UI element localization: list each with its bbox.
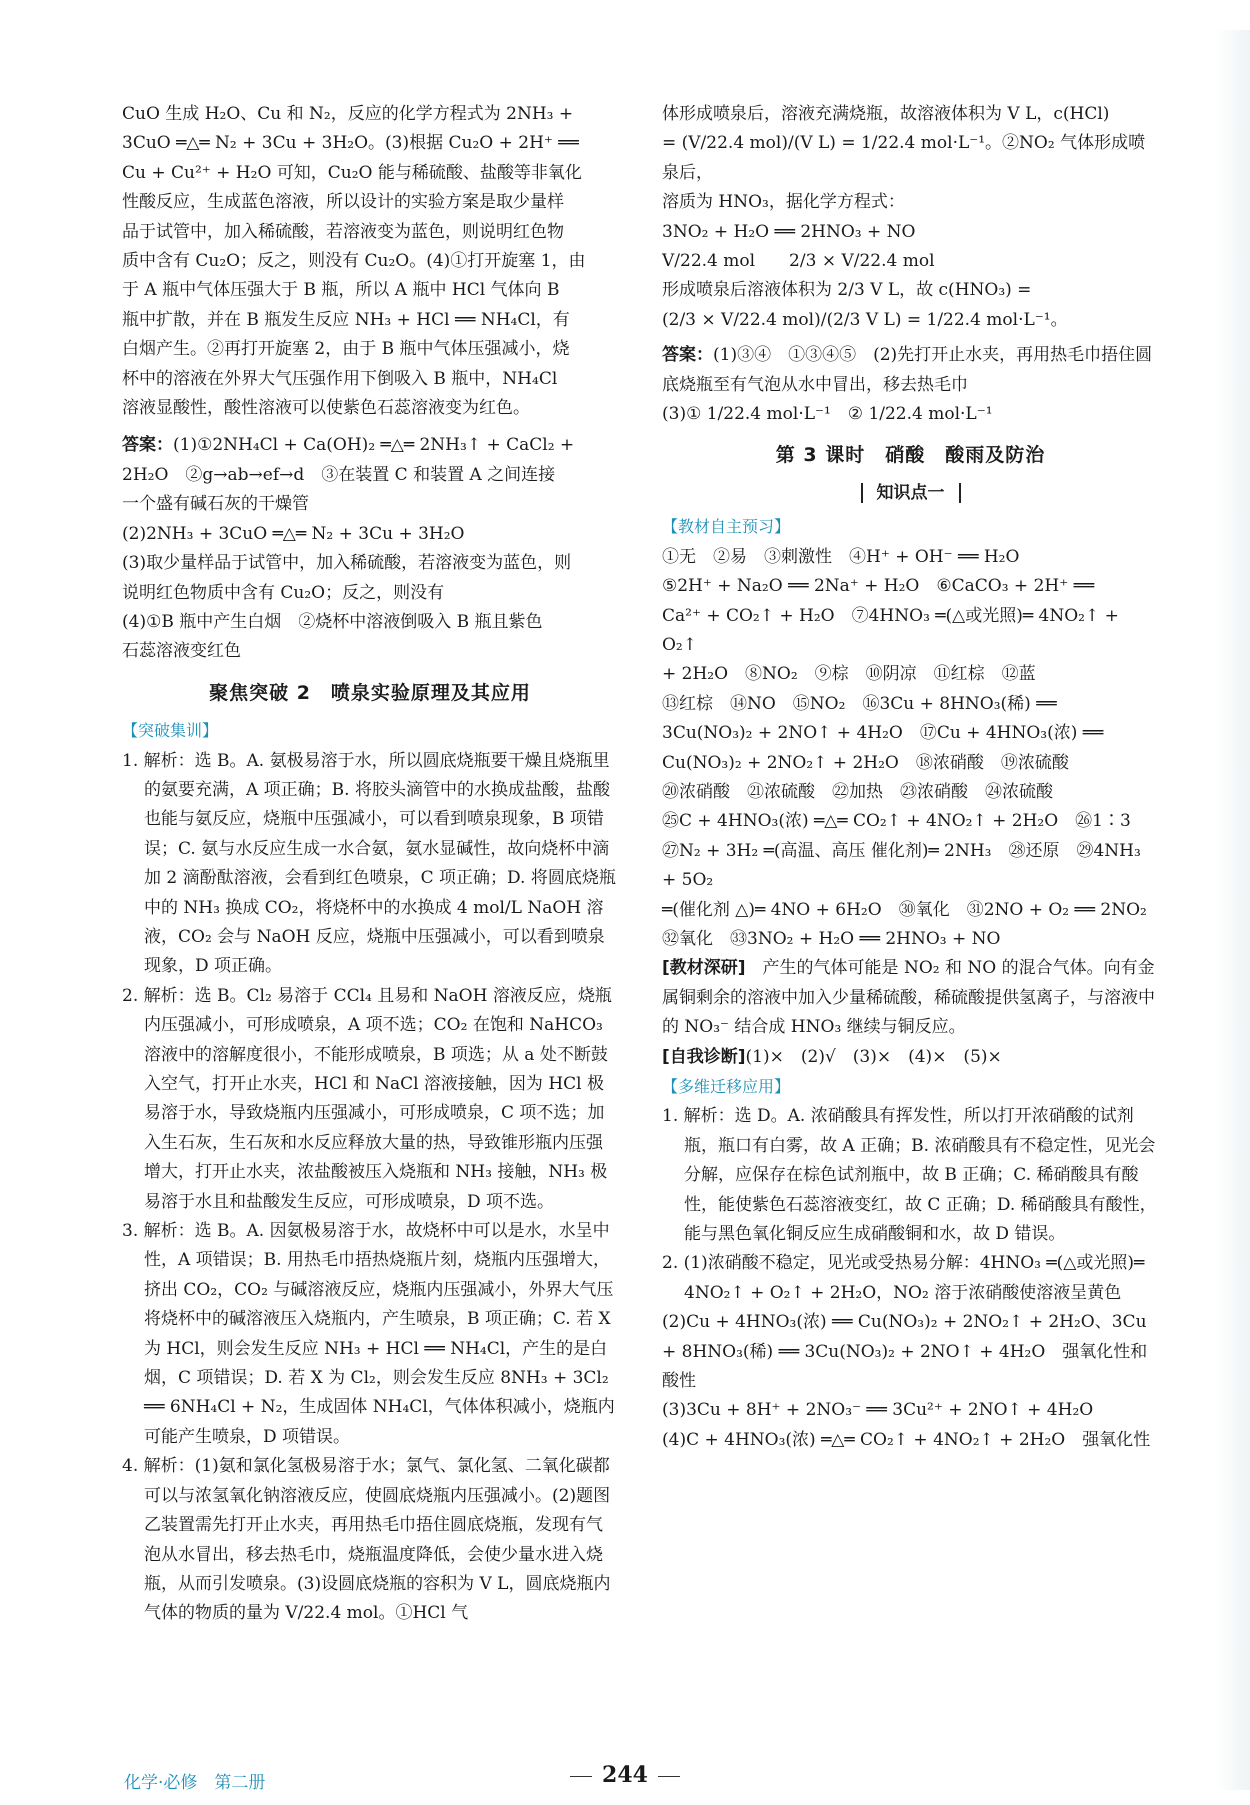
left-intro-text (122, 100, 618, 423)
left-answer-block (122, 431, 618, 666)
question-item: 3. 解析：选 B。A. 因氨极易溶于水，故烧杯中可以是水，水呈中性，A 项错误；B. 用热毛巾捂热烧瓶片刻，烧瓶内压强增大，挤出 CO₂，CO₂ 与碱溶液反应，烧瓶内压强减小，外界大气压将烧杯中的碱溶液压入烧瓶内，产生喷泉，B 项正确；C. 若 X 为 HCl，则会发生反应 NH₃ + HCl ══ NH₄Cl，产生的是白烟，C 项错误；D. 若 X 为 Cl₂，则会发生反应 8NH₃ + 3Cl₂ ══ 6NH₄Cl + N₂，生成固体 NH₄Cl，气体体积减小，烧瓶内可能产生喷泉，D 项错误。 (122, 1221, 615, 1447)
question-item: 2. 解析：选 B。Cl₂ 易溶于 CCl₄ 且易和 NaOH 溶液反应，烧瓶内压强减小，可形成喷泉，A 项不选；CO₂ 在饱和 NaHCO₃ 溶液中的溶解度很小，不能形成喷泉，B 项选；从 a 处不断鼓入空气，打开止水夹，HCl 和 NaCl 溶液接触，因为 HCl 极易溶于水，导致烧瓶内压强减小，可形成喷泉，C 项不选；加入生石灰，生石灰和水反应释放大量的热，导致锥形瓶内压强增大，打开止水夹，浓盐酸被压入烧瓶和 NH₃ 接触，NH₃ 极易溶于水且和盐酸发生反应，可形成喷泉，D 项不选。 (122, 985, 612, 1212)
answer-line: 2H₂O ②g→ab→ef→d ③在装置 C 和装置 A 之间连接 (122, 464, 556, 485)
self-diagnosis-label: [自我诊断] (662, 1046, 746, 1067)
text-line: = (V/22.4 mol)/(V L) = 1/22.4 mol·L⁻¹。②NO₂ 气体形成喷泉后， (662, 133, 1146, 183)
answer-line: (4)①B 瓶中产生白烟 ②烧杯中溶液倒吸入 B 瓶且紫色 (122, 611, 543, 632)
right-intro-text (662, 100, 1159, 335)
right-answer-block (662, 341, 1159, 429)
question-item: 1. 解析：选 B。A. 氨极易溶于水，所以圆底烧瓶要干燥且烧瓶里的氨要充满，A 项正确；B. 将胶头滴管中的水换成盐酸，盐酸也能与氨反应，烧瓶中压强减小，可以看到喷泉现象，B 项错误；C. 氨与水反应生成一水合氨，氨水显碱性，故向烧杯中滴加 2 滴酚酞溶液，会看到红色喷泉，C 项正确；D. 将圆底烧瓶中的 NH₃ 换成 CO₂，将烧杯中的水换成 4 mol/L NaOH 溶液，CO₂ 会与 NaOH 反应，烧瓶中压强减小，可以看到喷泉现象，D 项正确。 (122, 750, 616, 977)
question-item: (4)C + 4HNO₃(浓) ═△═ CO₂↑ + 4NO₂↑ + 2H₂O 强氧化性 (662, 1429, 1151, 1450)
question-item: 2. (1)浓硝酸不稳定，见光或受热易分解：4HNO₃ ═(△或光照)═ 4NO₂↑ + O₂↑ + 2H₂O，NO₂ 溶于浓硝酸使溶液呈黄色 (662, 1253, 1145, 1303)
text-line: 性酸反应，生成蓝色溶液，所以设计的实验方案是取少量样 (122, 192, 564, 213)
left-column (122, 100, 618, 1629)
text-line: ㉜氧化 ㉝3NO₂ + H₂O ══ 2HNO₃ + NO (662, 928, 1001, 949)
answer-label: 答案： (662, 345, 713, 366)
text-line: ①无 ②易 ③刺激性 ④H⁺ + OH⁻ ══ H₂O (662, 546, 1020, 567)
deep-study-text: 产生的气体可能是 NO₂ 和 NO 的混合气体。向有金属铜剩余的溶液中加入少量稀硫酸，稀硫酸提供氢离子，与溶液中的 NO₃⁻ 结合成 HNO₃ 继续与铜反应。 (662, 958, 1155, 1038)
text-line: Ca²⁺ + CO₂↑ + H₂O ⑦4HNO₃ ═(△或光照)═ 4NO₂↑ + O₂↑ (662, 605, 1119, 655)
text-line: 质中含有 Cu₂O；反之，则没有 Cu₂O。(4)①打开旋塞 1，由 (122, 251, 586, 272)
text-line: 瓶中扩散，并在 B 瓶发生反应 NH₃ + HCl ══ NH₄Cl，有 (122, 309, 570, 330)
answer-line: (3)取少量样品于试管中，加入稀硫酸，若溶液变为蓝色，则 (122, 553, 572, 574)
text-line: 杯中的溶液在外界大气压强作用下倒吸入 B 瓶中，NH₄Cl (122, 368, 558, 389)
deep-study-label: [教材深研] (662, 958, 746, 979)
answer-line: (2)2NH₃ + 3CuO ═△═ N₂ + 3Cu + 3H₂O (122, 523, 465, 544)
text-line: ㉕C + 4HNO₃(浓) ═△═ CO₂↑ + 4NO₂↑ + 2H₂O ㉖1∶3 (662, 811, 1131, 832)
text-line: 溶质为 HNO₃，据化学方程式： (662, 192, 905, 213)
answer-line: (1)③④ ①③④⑤ (2)先打开止水夹，再用热毛巾捂住圆底烧瓶至有气泡从水中冒出，移去热毛巾 (662, 345, 1153, 395)
text-line: ═(催化剂 △)═ 4NO + 6H₂O ㉚氧化 ㉛2NO + O₂ ══ 2NO₂ (662, 899, 1147, 920)
text-line: ⑤2H⁺ + Na₂O ══ 2Na⁺ + H₂O ⑥CaCO₃ + 2H⁺ ══ (662, 576, 1095, 597)
text-line: ⑬红棕 ⑭NO ⑮NO₂ ⑯3Cu + 8HNO₃(稀) ══ (662, 693, 1057, 714)
text-line: 形成喷泉后溶液体积为 2/3 V L，故 c(HNO₃) = (662, 280, 1032, 301)
section-tag: 【突破集训】 (122, 721, 219, 741)
text-line: V/22.4 mol 2/3 × V/22.4 mol (662, 251, 935, 272)
section-tag: 【多维迁移应用】 (662, 1077, 791, 1096)
text-line: 溶液显酸性，酸性溶液可以使紫色石蕊溶液变为红色。 (122, 398, 530, 419)
answer-line: 说明红色物质中含有 Cu₂O；反之，则没有 (122, 582, 445, 603)
text-line: + 2H₂O ⑧NO₂ ⑨棕 ⑩阴凉 ⑪红棕 ⑫蓝 (662, 664, 1036, 685)
text-line: (2/3 × V/22.4 mol)/(2/3 V L) = 1/22.4 mol·L⁻¹。 (662, 309, 1068, 330)
question-item: (3)3Cu + 8H⁺ + 2NO₃⁻ ══ 3Cu²⁺ + 2NO↑ + 4H₂O (662, 1400, 1094, 1421)
text-line: Cu + Cu²⁺ + H₂O 可知，Cu₂O 能与稀硫酸、盐酸等非氧化 (122, 162, 582, 183)
text-line: Cu(NO₃)₂ + 2NO₂↑ + 2H₂O ⑱浓硝酸 ⑲浓硫酸 (662, 752, 1069, 773)
answer-line: 石蕊溶液变红色 (122, 641, 241, 662)
answer-line: (1)①2NH₄Cl + Ca(OH)₂ ═△═ 2NH₃↑ + CaCl₂ + (173, 435, 575, 456)
right-column (662, 100, 1159, 1455)
text-line: CuO 生成 H₂O、Cu 和 N₂，反应的化学方程式为 2NH₃ + (122, 104, 574, 124)
text-line: 3CuO ═△═ N₂ + 3Cu + 3H₂O。(3)根据 Cu₂O + 2H⁺ ══ (122, 133, 579, 154)
knowledge-point-label: 知识点一 (861, 483, 961, 503)
text-line: 体形成喷泉后，溶液充满烧瓶，故溶液体积为 V L，c(HCl) (662, 104, 1110, 124)
lesson-title: 第 3 课时 硝酸 酸雨及防治 (775, 444, 1046, 467)
text-line: 3NO₂ + H₂O ══ 2HNO₃ + NO (662, 221, 916, 242)
question-item: 1. 解析：选 D。A. 浓硝酸具有挥发性，所以打开浓硝酸的试剂瓶，瓶口有白雾，故 A 正确；B. 浓硝酸具有不稳定性，见光会分解，应保存在棕色试剂瓶中，故 B 正确；C. 稀硝酸具有酸性，能使紫色石蕊溶液变红，故 C 正确；D. 稀硝酸具有酸性，能与黑色氧化铜反应生成硝酸铜和水，故 D 错误。 (662, 1106, 1157, 1245)
book-title-footer: 化学·必修 第二册 (124, 1773, 266, 1793)
knowledge-point-heading (662, 479, 1159, 508)
section-title: 聚焦突破 2 喷泉实验原理及其应用 (209, 681, 531, 704)
section-tag: 【教材自主预习】 (662, 517, 791, 537)
answer-line: 一个盛有碱石灰的干燥管 (122, 494, 309, 515)
preview-answers (662, 543, 1159, 955)
text-line: 于 A 瓶中气体压强大于 B 瓶，所以 A 瓶中 HCl 气体向 B (122, 280, 560, 301)
text-line: 白烟产生。②再打开旋塞 2，由于 B 瓶中气体压强减小，烧 (122, 339, 570, 360)
question-item: 4. 解析：(1)氨和氯化氢极易溶于水；氯气、氯化氢、二氧化碳都可以与浓氢氧化钠溶液反应，使圆底烧瓶内压强减小。(2)题图乙装置需先打开止水夹，再用热毛巾捂住圆底烧瓶，发现有气泡从水冒出，移去热毛巾，烧瓶温度降低，会使少量水进入烧瓶，从而引发喷泉。(3)设圆底烧瓶的容积为 V L，圆底烧瓶内气体的物质的量为 V/22.4 mol。①HCl 气 (122, 1456, 611, 1624)
answer-line: (3)① 1/22.4 mol·L⁻¹ ② 1/22.4 mol·L⁻¹ (662, 404, 993, 425)
question-item: (2)Cu + 4HNO₃(浓) ══ Cu(NO₃)₂ + 2NO₂↑ + 2H₂O、3Cu + 8HNO₃(稀) ══ 3Cu(NO₃)₂ + 2NO↑ + 4H₂O 强氧化性和酸性 (662, 1312, 1148, 1392)
text-line: 3Cu(NO₃)₂ + 2NO↑ + 4H₂O ⑰Cu + 4HNO₃(浓) ══ (662, 723, 1104, 744)
self-diagnosis-text: (1)× (2)√ (3)× (4)× (5)× (745, 1046, 1002, 1067)
page-number: 244 (555, 1762, 695, 1788)
text-line: ⑳浓硝酸 ㉑浓硫酸 ㉒加热 ㉓浓硝酸 ㉔浓硫酸 (662, 781, 1053, 802)
answer-label: 答案： (122, 435, 173, 456)
text-line: 品于试管中，加入稀硫酸，若溶液变为蓝色，则说明红色物 (122, 221, 564, 242)
text-line: ㉗N₂ + 3H₂ ═(高温、高压 催化剂)═ 2NH₃ ㉘还原 ㉙4NH₃ + 5O₂ (662, 840, 1141, 891)
page-edge-decoration (1216, 30, 1250, 1790)
